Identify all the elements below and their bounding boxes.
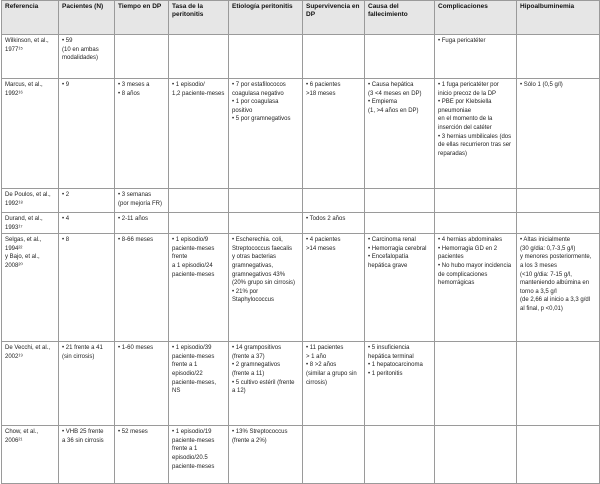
cell-line: • 2-11 años	[118, 216, 149, 222]
cell-line: (20% grupo sin cirrosis)	[232, 280, 296, 287]
cell-line: • 4 pacientes	[306, 237, 341, 244]
table-row	[2, 189, 600, 213]
cell-line: • 1 hepatocarcinoma	[368, 362, 423, 369]
cell-reference	[2, 213, 59, 234]
cell-pd-survival	[303, 342, 365, 426]
cell-line: (3 <4 meses en DP)	[368, 90, 422, 97]
cell-line: • Sólo 1 (0,5 g/l)	[520, 82, 563, 88]
cell-line: Wilkinson, et al., 1977¹⁵	[5, 38, 51, 53]
cell-reference	[2, 342, 59, 426]
cell-peritonitis-etiology	[229, 189, 303, 213]
cell-line: • Fuga pericatéter	[438, 38, 486, 44]
cell-reference	[2, 234, 59, 342]
cell-line: • 8 años	[118, 90, 140, 97]
cell-line: • 14 grampositivos	[232, 345, 282, 352]
cell-reference	[2, 426, 59, 484]
table-row	[2, 35, 600, 79]
cell-line: • 4	[62, 216, 70, 222]
cell-line: • 8-66 meses	[118, 237, 154, 244]
cell-pd-survival	[303, 79, 365, 189]
cell-line: (frente a 37)	[232, 353, 265, 360]
cell-line: (10 en ambas modalidades)	[62, 46, 101, 62]
cell-time-on-pd	[115, 189, 169, 213]
cell-line: • 7 por estafilococos coagulasa negativo	[232, 82, 288, 97]
cell-line: (por mejoría FR)	[118, 200, 163, 207]
cell-peritonitis-etiology	[229, 213, 303, 234]
cell-line: • Empiema	[368, 99, 398, 106]
cell-hypoalbuminemia	[517, 342, 600, 426]
cell-hypoalbuminemia	[517, 189, 600, 213]
header-row	[2, 1, 600, 35]
cell-line: • 5 cultivo estéril (frente a 12)	[232, 379, 297, 395]
column-header-reference: Referencia	[2, 1, 59, 35]
cell-peritonitis-rate	[169, 35, 229, 79]
cell-peritonitis-etiology	[229, 342, 303, 426]
cell-line: • 59	[62, 38, 73, 44]
column-header-peritonitis-rate: Tasa de la peritonitis	[169, 1, 229, 35]
cell-hypoalbuminemia	[517, 35, 600, 79]
cell-line: De Poulos, et al., 1992¹⁸	[5, 192, 53, 207]
cell-complications	[435, 342, 517, 426]
cell-line: • 9	[62, 82, 70, 88]
cell-reference	[2, 35, 59, 79]
cell-pd-survival	[303, 189, 365, 213]
cell-hypoalbuminemia	[517, 213, 600, 234]
cell-patients	[59, 213, 115, 234]
column-header-time-on-pd: Tiempo en DP	[115, 1, 169, 35]
cell-peritonitis-etiology	[229, 35, 303, 79]
cell-hypoalbuminemia	[517, 234, 600, 342]
cell-line: • 1 episodio/19 paciente-meses frente a 1 episodio/20.5 paciente-meses	[172, 429, 217, 470]
cell-line: • 1 episodio/	[172, 82, 205, 88]
cell-cause-of-death	[365, 79, 435, 189]
cell-peritonitis-rate	[169, 213, 229, 234]
cell-complications	[435, 213, 517, 234]
cell-line: a 36 sin cirrosis	[62, 437, 104, 444]
cell-line: • Hemorragia cerebral	[368, 245, 427, 252]
cell-line: y otras bacterias gramnegativas, gramnegativos 43%	[232, 254, 286, 278]
cell-line: (sin cirrosis)	[62, 353, 95, 360]
cell-line: • 8	[62, 237, 70, 244]
cell-line: en el momento de la inserción del catéter	[438, 116, 495, 131]
cell-line: > 1 año	[306, 353, 327, 360]
table-row	[2, 234, 600, 342]
cell-complications	[435, 234, 517, 342]
cell-line: • 2	[62, 192, 70, 198]
cell-line: • Encefalopatía hepática grave	[368, 254, 411, 269]
cell-line: • Altas inicialmente	[520, 237, 571, 244]
cell-peritonitis-rate	[169, 79, 229, 189]
cell-time-on-pd	[115, 426, 169, 484]
cell-line: • 1-60 meses	[118, 345, 154, 352]
cell-peritonitis-rate	[169, 189, 229, 213]
table-row	[2, 79, 600, 189]
cell-patients	[59, 79, 115, 189]
cell-time-on-pd	[115, 79, 169, 189]
cell-peritonitis-etiology	[229, 426, 303, 484]
cell-line: • 3 semanas	[118, 192, 152, 198]
cell-line: >18 meses	[306, 90, 336, 97]
cell-line: • 4 hernias abdominales	[438, 237, 503, 244]
cell-line: >14 meses	[306, 245, 336, 252]
cell-patients	[59, 234, 115, 342]
cell-hypoalbuminemia	[517, 426, 600, 484]
column-header-peritonitis-etiology: Etiología peritonitis	[229, 1, 303, 35]
cell-line: y menores posteriormente, a los 3 meses	[520, 254, 594, 269]
cell-line: • Hemorragia GD en 2 pacientes	[438, 245, 499, 261]
cell-line: (frente a 11)	[232, 370, 265, 377]
cell-line: • Todos 2 años	[306, 216, 346, 222]
cell-time-on-pd	[115, 342, 169, 426]
cell-line: • 5 por gramnegativos	[232, 116, 291, 123]
cell-peritonitis-etiology	[229, 79, 303, 189]
cell-cause-of-death	[365, 426, 435, 484]
cell-pd-survival	[303, 426, 365, 484]
cell-peritonitis-etiology	[229, 234, 303, 342]
cell-line: • 52 meses	[118, 429, 148, 436]
cell-cause-of-death	[365, 342, 435, 426]
cell-line: • 5 insuficiencia hepática terminal	[368, 345, 414, 360]
cell-line: (frente a 2%)	[232, 437, 267, 444]
cell-line: • Escherechia. coli, Streptococcus faecalis	[232, 237, 293, 252]
cell-line: • 1 episodio/9 paciente-meses frente	[172, 237, 217, 261]
cell-cause-of-death	[365, 234, 435, 342]
cell-patients	[59, 426, 115, 484]
cell-line: De Vecchi, et al., 2002¹⁹	[5, 345, 52, 360]
cell-peritonitis-rate	[169, 342, 229, 426]
cell-pd-survival	[303, 35, 365, 79]
cell-line: • 3 hernias umbilicales (dos de ellas recurrieron tras ser reparadas)	[438, 133, 513, 157]
cell-patients	[59, 35, 115, 79]
cell-line: • 13% Streptococcus	[232, 429, 288, 436]
column-header-cause-of-death: Causa del fallecimiento	[365, 1, 435, 35]
cell-line: 1,2 paciente-meses	[172, 90, 225, 97]
cell-complications	[435, 426, 517, 484]
cell-line: • 8 >2 años	[306, 362, 337, 369]
cell-complications	[435, 189, 517, 213]
cell-pd-survival	[303, 213, 365, 234]
cell-line: • VHB 25 frente	[62, 429, 104, 436]
cell-line: • 21% por Staphylococcus	[232, 288, 275, 304]
cell-line: • 1 por coagulasa positivo	[232, 99, 281, 114]
table-row	[2, 213, 600, 234]
cell-time-on-pd	[115, 213, 169, 234]
column-header-hypoalbuminemia: Hipoalbuminemia	[517, 1, 600, 35]
cell-hypoalbuminemia	[517, 79, 600, 189]
cell-line: • PBE por Klebsiella pneumoniae	[438, 99, 494, 114]
cell-complications	[435, 79, 517, 189]
cell-line: • No hubo mayor incidencia de complicaciones hemorrágicas	[438, 262, 513, 287]
cell-peritonitis-rate	[169, 426, 229, 484]
cell-line: (1, >4 años en DP)	[368, 107, 419, 114]
cell-line: Marcus, et al., 1992¹⁶	[5, 82, 45, 97]
cell-line: Chow, et al., 2006²¹	[5, 429, 40, 444]
cell-reference	[2, 79, 59, 189]
cell-line: • 1 episodio/39 paciente-meses frente a 1 episodio/22 paciente-meses, NS	[172, 345, 218, 395]
cell-line: • 2 gramnegativos	[232, 362, 281, 369]
cell-line: • Carcinoma renal	[368, 237, 416, 244]
cell-line: Durand, et al., 1993¹⁷	[5, 216, 45, 231]
table-row	[2, 342, 600, 426]
cell-cause-of-death	[365, 35, 435, 79]
cell-line: • 3 meses a	[118, 82, 150, 88]
cell-complications	[435, 35, 517, 79]
cell-line: (30 g/dia: 0,7-3,5 g/l)	[520, 245, 576, 252]
table-row	[2, 426, 600, 484]
column-header-patients: Pacientes (N)	[59, 1, 115, 35]
cell-patients	[59, 189, 115, 213]
cell-line: (similar a grupo sin cirrosis)	[306, 370, 359, 386]
cell-pd-survival	[303, 234, 365, 342]
cell-line: (de 2,66 al inicio a 3,3 g/dl al final, p <0,01)	[520, 297, 592, 312]
cell-cause-of-death	[365, 213, 435, 234]
cell-line: • 11 pacientes	[306, 345, 344, 352]
cell-peritonitis-rate	[169, 234, 229, 342]
cell-time-on-pd	[115, 35, 169, 79]
cell-cause-of-death	[365, 189, 435, 213]
column-header-pd-survival: Supervivencia en DP	[303, 1, 365, 35]
cell-line: y Bajo, et al., 2008²⁰	[5, 254, 42, 269]
cell-line: • 1 peritonitis	[368, 370, 403, 377]
cell-time-on-pd	[115, 234, 169, 342]
cell-line: Selgas, et al., 1994²²	[5, 237, 44, 252]
column-header-complications: Complicaciones	[435, 1, 517, 35]
cell-line: • 1 fuga pericatéter por inicio precoz de la DP	[438, 82, 501, 97]
cell-line: • Causa hepática	[368, 82, 414, 88]
cell-line: • 21 frente a 41	[62, 345, 103, 352]
literature-table	[1, 0, 600, 484]
cell-patients	[59, 342, 115, 426]
cell-reference	[2, 189, 59, 213]
table-body	[2, 35, 600, 484]
cell-line: • 6 pacientes	[306, 82, 341, 88]
cell-line: (<10 g/dia: 7-15 g/l, manteniendo albúmina en torno a 3,5 g/l	[520, 271, 591, 295]
cell-line: a 1 episodio/24 paciente-meses	[172, 262, 215, 278]
